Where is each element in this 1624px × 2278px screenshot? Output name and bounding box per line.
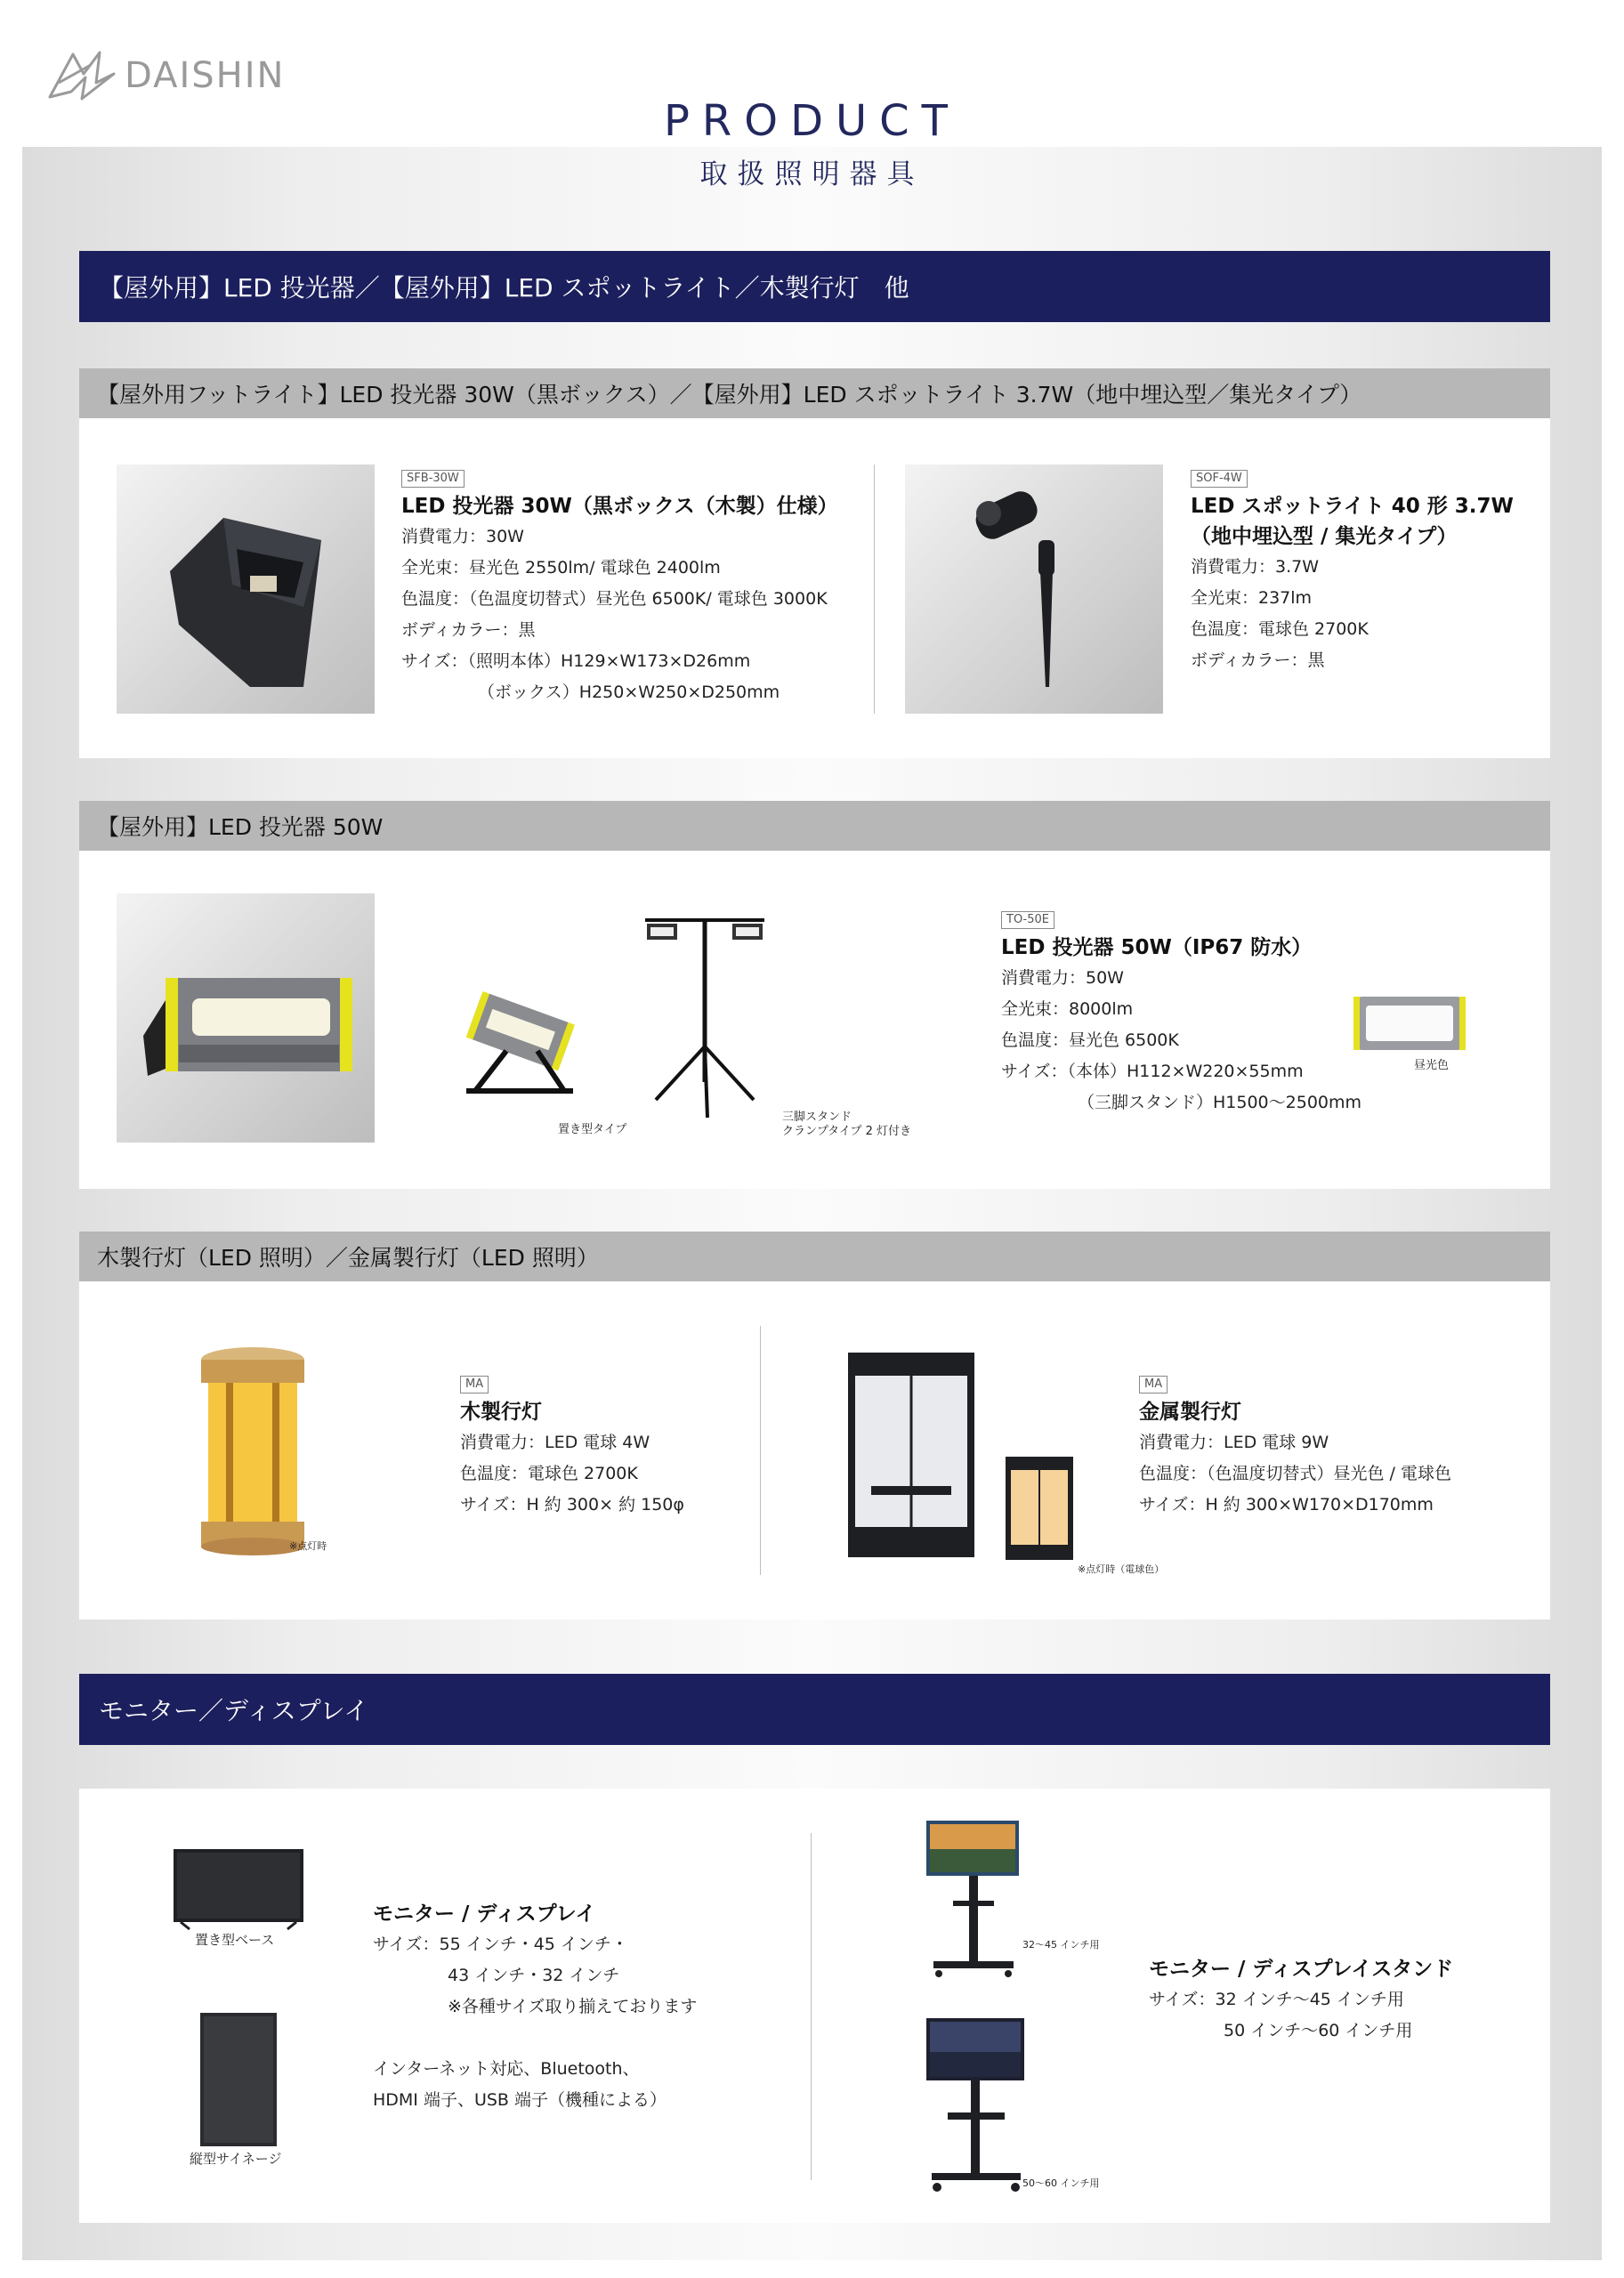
spec-wooden-lantern [460, 1374, 684, 1521]
caption-standing-type: 置き型タイプ [558, 1123, 627, 1136]
spec-metal-lantern [1139, 1374, 1451, 1521]
column-divider [811, 1833, 812, 2180]
floodlight-50w-icon [117, 893, 375, 1143]
spec-monitor [373, 1899, 697, 2116]
brand-name: DAISHIN [125, 55, 286, 96]
spec-monitor-stand [1149, 1954, 1453, 2047]
monitor-base-icon [172, 1847, 305, 1931]
model-code: MA [1139, 1376, 1168, 1393]
spec-line: 全光束：237lm [1191, 588, 1313, 608]
group-header-floodlight-spotlight: 【屋外用フットライト】LED 投光器 30W（黒ボックス）／【屋外用】LED スポットライト 3.7W（地中埋込型／集光タイプ） [79, 368, 1550, 418]
caption-metal-lit: ※点灯時（電球色） [1078, 1563, 1165, 1575]
metal-lantern-icon [844, 1353, 978, 1557]
card-monitors [79, 1789, 1550, 2223]
caption-daylight: 昼光色 [1414, 1059, 1450, 1072]
tripod-stand-icon [638, 904, 772, 1135]
title-english: PRODUCT [663, 96, 960, 146]
section-header-monitor: モニター／ディスプレイ [79, 1674, 1550, 1745]
spec-line: インターネット対応、Bluetooth、 [373, 2059, 640, 2079]
group-header-lanterns: 木製行灯（LED 照明）／金属製行灯（LED 照明） [79, 1232, 1550, 1281]
spec-line: 消費電力：3.7W [1191, 557, 1320, 577]
standing-floodlight-icon [457, 984, 582, 1100]
large-monitor-stand-icon [925, 2016, 1040, 2194]
spec-line: 色温度：電球色 2700K [460, 1464, 638, 1483]
product-name: LED スポットライト 40 形 3.7W [1191, 495, 1514, 518]
spec-line: （三脚スタンド）H1500〜2500mm [1078, 1093, 1362, 1112]
metal-lantern-lit-icon [1005, 1456, 1074, 1561]
spec-line: 消費電力：30W [401, 527, 524, 546]
spec-line: 50 インチ〜60 インチ用 [1224, 2021, 1413, 2040]
caption-small-stand: 32〜45 インチ用 [1022, 1939, 1100, 1951]
product-name: LED 投光器 50W（IP67 防水） [1001, 936, 1313, 959]
spec-line: 消費電力：LED 電球 4W [460, 1433, 650, 1452]
caption-tripod-stand: 三脚スタンド [782, 1111, 852, 1124]
spec-line: 色温度：（色温度切替式）昼光色 / 電球色 [1139, 1464, 1451, 1483]
caption-tripod-clamp: クランプタイプ 2 灯付き [782, 1125, 911, 1138]
spec-line: サイズ：55 インチ・45 インチ・ [373, 1935, 628, 1954]
spec-line: 43 インチ・32 インチ [448, 1966, 620, 1985]
card-floodlight-spotlight [79, 418, 1550, 758]
spec-line: ボディカラー：黒 [1191, 650, 1325, 670]
page-title [0, 96, 1624, 191]
caption-vertical-signage: 縦型サイネージ [190, 2151, 282, 2167]
spec-line: 色温度：昼光色 6500K [1001, 1030, 1179, 1050]
small-monitor-stand-icon [925, 1819, 1022, 1979]
spec-line: 全光束：昼光色 2550lm/ 電球色 2400lm [401, 558, 721, 578]
card-lanterns [79, 1281, 1550, 1620]
spec-line: サイズ：（照明本体）H129×W173×D26mm [401, 651, 751, 671]
caption-large-stand: 50〜60 インチ用 [1022, 2177, 1100, 2189]
column-divider [874, 464, 875, 714]
model-code: TO-50E [1001, 911, 1054, 929]
spec-line: 消費電力：50W [1001, 968, 1124, 988]
vertical-signage-icon [198, 2011, 279, 2149]
spec-line: ボディカラー：黒 [401, 620, 536, 640]
wooden-lantern-icon [190, 1344, 315, 1557]
caption-monitor-base: 置き型ベース [195, 1932, 275, 1948]
title-japanese: 取扱照明器具 [699, 158, 925, 190]
spec-to-50e [1001, 909, 1361, 1119]
spec-line: サイズ：（本体）H112×W220×55mm [1001, 1062, 1304, 1081]
spotlight-image [905, 464, 1163, 714]
product-name: モニター / ディスプレイ [373, 1902, 596, 1926]
spec-line: （ボックス）H250×W250×D250mm [478, 683, 780, 702]
product-name: 木製行灯 [460, 1401, 542, 1424]
card-floodlight-50w [79, 851, 1550, 1189]
spec-line: 色温度：電球色 2700K [1191, 619, 1369, 639]
column-divider [760, 1326, 761, 1575]
spec-line: 全光束：8000lm [1001, 999, 1134, 1019]
model-code: MA [460, 1376, 489, 1393]
floodlight-50w-image [117, 893, 375, 1143]
spec-line: サイズ：H 約 300× 約 150φ [460, 1495, 684, 1515]
section-header-outdoor: 【屋外用】LED 投光器／【屋外用】LED スポットライト／木製行灯 他 [79, 251, 1550, 322]
product-name: LED 投光器 30W（黒ボックス（木製）仕様） [401, 495, 838, 518]
caption-wooden-lit: ※点灯時 [289, 1540, 327, 1552]
spec-line: サイズ：32 インチ〜45 インチ用 [1149, 1990, 1404, 2009]
floodlight-30w-image [117, 464, 375, 714]
spec-line: 色温度：（色温度切替式）昼光色 6500K/ 電球色 3000K [401, 589, 828, 609]
spec-line: 消費電力：LED 電球 9W [1139, 1433, 1329, 1452]
spec-sfb-30w [401, 468, 838, 708]
group-header-floodlight-50w: 【屋外用】LED 投光器 50W [79, 801, 1550, 851]
spec-line: HDMI 端子、USB 端子（機種による） [373, 2090, 667, 2110]
model-code: SFB-30W [401, 470, 465, 488]
product-name: 金属製行灯 [1139, 1401, 1241, 1424]
spec-line: サイズ：H 約 300×W170×D170mm [1139, 1495, 1434, 1515]
black-box-floodlight-icon [117, 464, 375, 714]
spotlight-icon [905, 464, 1163, 714]
daylight-lamp-icon [1352, 993, 1467, 1054]
product-name-sub: （地中埋込型 / 集光タイプ） [1191, 525, 1458, 548]
spec-line: ※各種サイズ取り揃えております [448, 1997, 698, 2016]
model-code: SOF-4W [1191, 470, 1248, 488]
product-name: モニター / ディスプレイスタンド [1149, 1958, 1454, 1981]
spec-sof-4w [1191, 468, 1514, 676]
